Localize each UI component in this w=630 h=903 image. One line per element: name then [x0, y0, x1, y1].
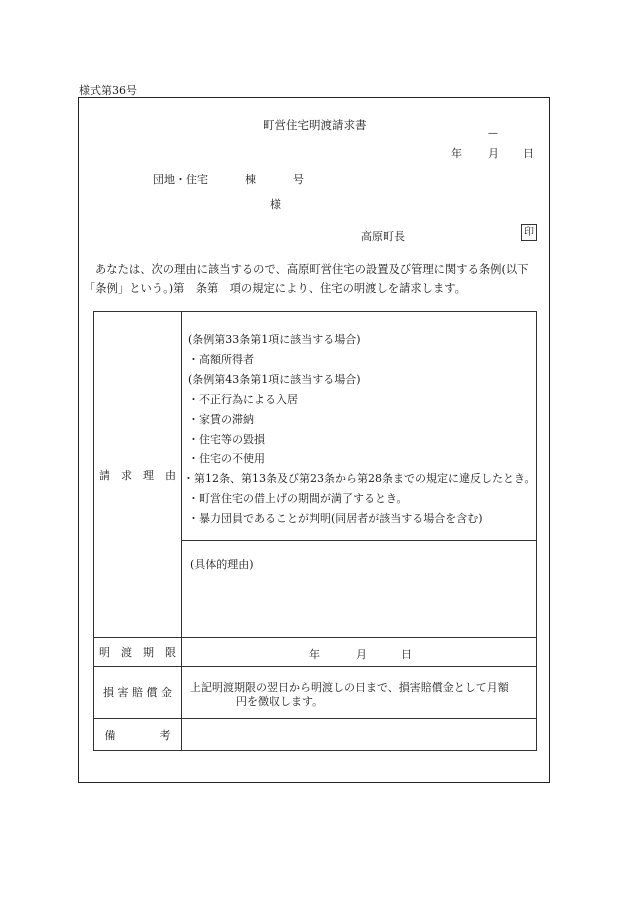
deadline-day: 日: [401, 648, 412, 661]
reason-item: ・住宅の不使用: [188, 452, 265, 466]
table-divider-vertical: [181, 312, 182, 750]
addressee-mune: 棟: [245, 173, 256, 186]
specific-reason-label: (具体的理由): [190, 558, 254, 571]
reason-item: ・不正行為による入居: [188, 392, 298, 406]
reason-item: ・高額所得者: [188, 352, 254, 366]
document-title: 町営住宅明渡請求書: [263, 118, 367, 132]
remarks-label: 備 考: [104, 728, 171, 742]
issuer-name: 高原町長: [361, 230, 405, 243]
reason-item: (条例第43条第1項に該当する場合): [188, 372, 361, 386]
reason-item: ・暴力団員であることが判明(同居者が該当する場合を含む): [188, 512, 483, 526]
damages-text: [190, 681, 509, 709]
damages-label: 損 害 賠 償 金: [103, 686, 172, 699]
reason-item: ・家賃の滞納: [188, 412, 254, 426]
deadline-label: 明 渡 期 限: [99, 645, 176, 659]
date-month: 月: [488, 147, 499, 160]
damages-line: 円を徴収します。: [236, 695, 324, 708]
table-divider-reason: [181, 540, 536, 541]
reason-label: 請 求 理 由: [99, 468, 176, 482]
damages-line: 上記明渡期限の翌日から明渡しの日まで、損害賠償金として月額: [190, 681, 509, 694]
reason-list: [183, 330, 536, 529]
addressee-sama: 様: [270, 198, 281, 211]
request-table: [93, 311, 537, 751]
seal-stamp: 印: [521, 224, 537, 241]
reason-item: ・住宅等の毀損: [188, 432, 265, 446]
reason-item: ・町営住宅の借上げの期間が満了するとき。: [188, 492, 408, 506]
reason-item: ・第12条、第13条及び第23条から第28条までの規定に違反したとき。: [183, 472, 536, 486]
deadline-month: 月: [356, 648, 367, 661]
form-number: 様式第36号: [79, 84, 137, 97]
notice-text: [84, 260, 546, 298]
date-year: 年: [451, 147, 462, 160]
addressee-gou: 号: [293, 173, 304, 186]
addressee-danchi: 団地・住宅: [153, 173, 208, 186]
notice-line: 「条例」という。)第 条第 項の規定により、住宅の明渡しを請求します。: [84, 282, 466, 295]
deadline-year: 年: [309, 648, 320, 661]
reason-item: (条例第33条第1項に該当する場合): [188, 333, 361, 346]
date-day: 日: [523, 147, 534, 160]
date-dash: —: [488, 128, 498, 139]
notice-line: あなたは、次の理由に該当するので、高原町営住宅の設置及び管理に関する条例(以下: [95, 263, 529, 276]
